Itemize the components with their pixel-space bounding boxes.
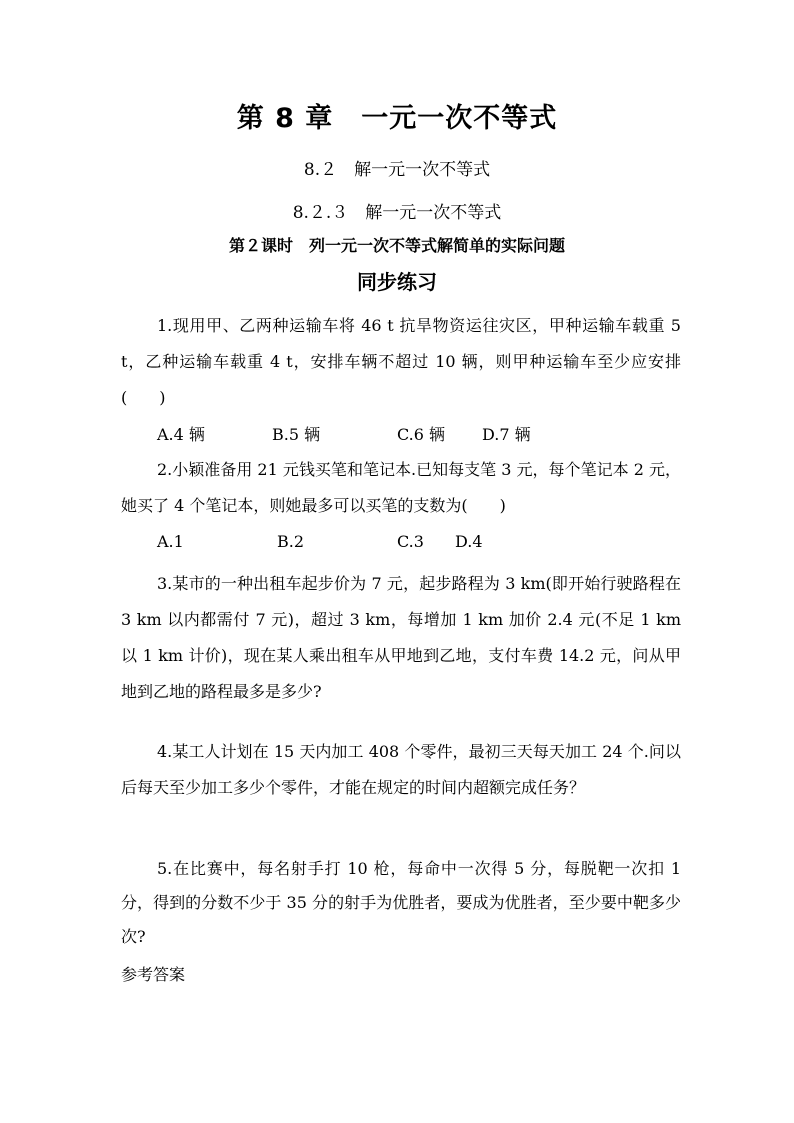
question-4: 4.某工人计划在 15 天内加工 408 个零件，最初三天每天加工 24 个.问以后每天至少加工多少个零件，才能在规定的时间内超额完成任务？ bbox=[121, 742, 681, 797]
question-5: 5.在比赛中，每名射手打 10 枪，每命中一次得 5 分，每脱靶一次扣 1 分，得到的分数不少于 35 分的射手为优胜者，要成为优胜者，至少要中靶多少次? bbox=[121, 859, 681, 946]
question-1: 1.现用甲、乙两种运输车将 46 t 抗旱物资运往灾区，甲种运输车载重 5 t，乙种运输车载重 4 t，安排车辆不超过 10 辆，则甲种运输车至少应安排( ) bbox=[121, 316, 681, 407]
answers-heading: 参考答案 bbox=[121, 965, 186, 984]
chapter-title: 第 8 章 一元一次不等式 bbox=[236, 103, 558, 134]
option-c: C.6 辆 bbox=[397, 425, 446, 444]
option-d: D.4 bbox=[455, 532, 483, 551]
option-a: A.4 辆 bbox=[157, 425, 205, 444]
section-title: 8.２ 解一元一次不等式 bbox=[303, 160, 491, 180]
option-b: B.2 bbox=[277, 532, 305, 551]
subsection-title: 8.２.３ 解一元一次不等式 bbox=[292, 203, 502, 223]
question-3: 3.某市的一种出租车起步价为 7 元，起步路程为 3 km(即开始行驶路程在 3 km 以内都需付 7 元)，超过 3 km，每增加 1 km 加价 2.4 元(不足 1 km 以 1 km 计价)，现在某人乘出租车从甲地到乙地，支付车费 14.2 元，问从甲地到乙地的路程最多是多少? bbox=[121, 574, 681, 701]
question-2: 2.小颖准备用 21 元钱买笔和笔记本.已知每支笔 3 元，每个笔记本 2 元，她买了 4 个笔记本，则她最多可以买笔的支数为( ) bbox=[121, 460, 681, 515]
option-c: C.3 bbox=[397, 532, 424, 551]
lesson-title: 第２课时 列一元一次不等式解简单的实际问题 bbox=[228, 236, 565, 255]
option-a: A.1 bbox=[157, 532, 184, 551]
option-d: D.7 辆 bbox=[482, 425, 531, 444]
exercise-heading: 同步练习 bbox=[357, 270, 437, 294]
option-b: B.5 辆 bbox=[272, 425, 321, 444]
